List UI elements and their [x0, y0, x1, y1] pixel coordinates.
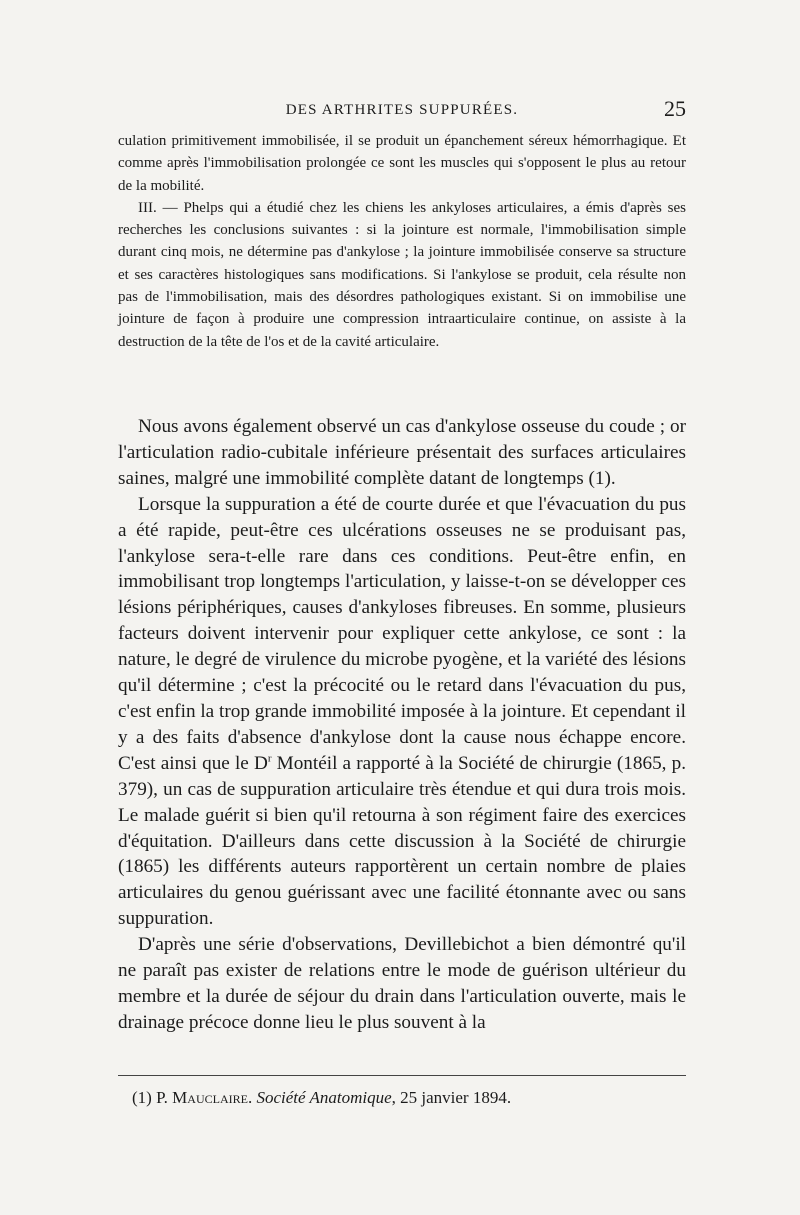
paragraph-devillebichot: D'après une série d'observations, Devillebichot a bien démontré qu'il ne paraît pas exister de relations entre le mode de guérison ultérieur du membre et la durée de séjour du drain dans l'articulation ouverte, mais le drainage précoce donne lieu le plus souvent à la [118, 934, 686, 1033]
paragraph-text-rest: Montéil a rapporté à la Société de chirurgie (1865, p. 379), un cas de suppuration articulaire très étendue et qui dura trois mois. Le malade guérit si bien qu'il retourna à son régiment faire des exercices d'équitation. D'ailleurs dans cette discussion à la Société de chirurgie (1865) les différents auteurs rapportèrent un certain nombre de plaies articulaires du genou guérissant avec une facilité étonnante avec ou sans suppuration. [118, 752, 687, 930]
footnote-divider [118, 1075, 686, 1076]
footnote [132, 1088, 511, 1108]
main-text-block [118, 414, 686, 1036]
footnote-author: Mauclaire [172, 1088, 248, 1107]
footnote-source: Société Anatomique [256, 1088, 392, 1107]
page-number: 25 [664, 96, 686, 121]
footnote-date: , 25 janvier 1894. [391, 1088, 512, 1107]
paragraph-phelps: III. — Phelps qui a étudié chez les chiens les ankyloses articulaires, a émis d'après ses recherches les conclusions suivantes : si la jointure est normale, l'immobilisation simple durant cinq mois, ne détermine pas d'ankylose ; la jointure immobilisée conserve sa structure et ses caractères histologiques sans modifications. Si l'ankylose se produit, cela résulte non pas de l'immobilisation, mais des désordres pathologiques existant. Si on immobilise une jointure de façon à produire une compression intraarticulaire continue, on assiste à la destruction de la tête de l'os et de la cavité articulaire. [118, 199, 686, 350]
superscript: r [267, 752, 272, 765]
paragraph-continuation: culation primitivement immobilisée, il se produit un épanchement séreux hémorrhagique. Et comme après l'immobilisation prolongée ce sont les muscles qui s'opposent le plus au retour de la mobilité. [118, 133, 686, 194]
small-text-block [118, 130, 686, 353]
page-header [118, 96, 686, 126]
paragraph-ankylose-coude [118, 414, 686, 492]
paragraph-suppuration [118, 492, 686, 932]
footnote-marker: (1) P. [132, 1088, 173, 1107]
paragraph-text: Lorsque la suppuration a été de courte durée et que l'évacuation du pus a été rapide, peut-être ces ulcérations osseuses ne se produisant pas, l'ankylose sera-t-elle rare dans ces conditions. Peut-être enfin, en immobilisant trop longtemps l'articulation, y laisse-t-on se développer ces lésions périphériques, causes d'ankyloses fibreuses. En somme, plusieurs facteurs doivent intervenir pour expliquer cette ankylose, ce sont : la nature, le degré de virulence du microbe pyogène, et la variété des lésions qu'il détermine ; c'est la précocité ou le retard dans l'évacuation du pus, c'est enfin la trop grande immobilité imposée à la jointure. Et cependant il y a des faits d'absence d'ankylose dont la cause nous échappe encore. C'est ainsi que le D [118, 493, 686, 774]
paragraph-text: Nous avons également observé un cas d'ankylose osseuse du coude ; or l'articulation radio-cubitale inférieure présentait des surfaces articulaires saines, malgré une immobilité complète datant de longtemps (1). [118, 416, 686, 489]
footnote-separator: . [247, 1088, 257, 1107]
running-title: DES ARTHRITES SUPPURÉES. [285, 102, 519, 118]
